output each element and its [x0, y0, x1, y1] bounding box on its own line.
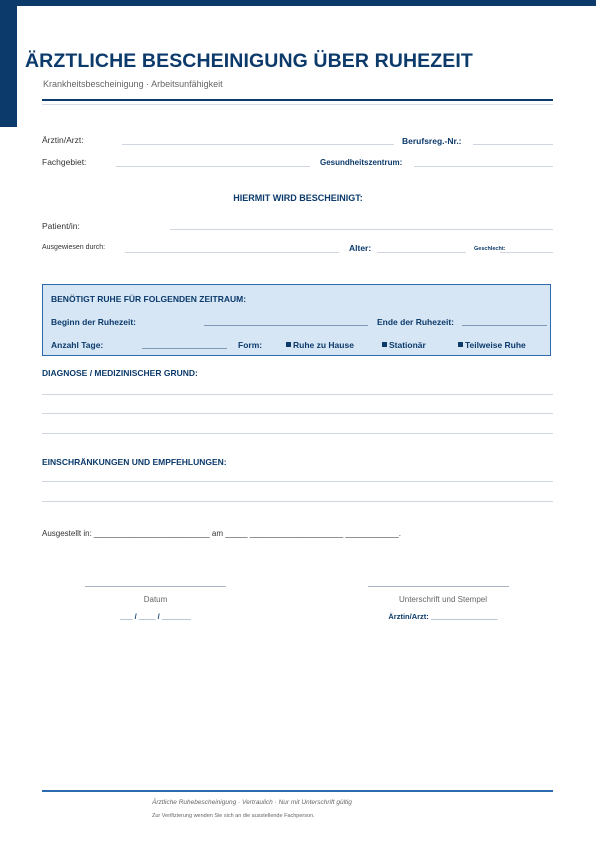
diagnosis-line-3[interactable]	[42, 433, 553, 434]
rest-end-field[interactable]	[462, 325, 547, 326]
rest-start-field[interactable]	[204, 325, 368, 326]
rest-start-label: Beginn der Ruhezeit:	[51, 317, 137, 327]
rest-end-label: Ende der Ruhezeit:	[377, 317, 454, 327]
option-inpatient[interactable]	[382, 340, 426, 350]
option-home-rest[interactable]	[286, 340, 354, 350]
patient-name-field[interactable]	[170, 229, 553, 230]
doctor-name-label: Ärztin/Arzt:	[42, 135, 84, 145]
age-label: Alter:	[349, 243, 372, 253]
restrictions-line-1[interactable]	[42, 481, 553, 482]
sex-field[interactable]	[500, 252, 553, 253]
checkbox-icon[interactable]	[286, 342, 291, 347]
document-title: ÄRZTLICHE BESCHEINIGUNG ÜBER RUHEZEIT	[25, 50, 473, 72]
header-rule	[42, 99, 553, 101]
id-document-field[interactable]	[125, 252, 339, 253]
health-center-label: Gesundheitszentrum:	[320, 158, 403, 167]
date-signature-line[interactable]	[85, 586, 226, 587]
stamp-signature-line[interactable]	[368, 586, 509, 587]
diagnosis-line-2[interactable]	[42, 413, 553, 414]
diagnosis-heading: DIAGNOSE / MEDIZINISCHER GRUND:	[42, 368, 198, 378]
rest-period-heading: BENÖTIGT RUHE FÜR FOLGENDEN ZEITRAUM:	[51, 294, 247, 304]
option-inpatient-label: Stationär	[389, 340, 426, 350]
restrictions-heading: EINSCHRÄNKUNGEN UND EMPFEHLUNGEN:	[42, 457, 227, 467]
rest-form-label: Form:	[238, 340, 263, 350]
days-count-label: Anzahl Tage:	[51, 340, 104, 350]
age-field[interactable]	[377, 252, 466, 253]
checkbox-icon[interactable]	[382, 342, 387, 347]
restrictions-line-2[interactable]	[42, 501, 553, 502]
footer-note: Ärztliche Ruhebescheinigung · Vertraulich · Nur mit Unterschrift gültig	[152, 799, 352, 806]
side-accent-bar	[0, 0, 17, 127]
id-document-label: Ausgewiesen durch:	[42, 244, 106, 251]
specialty-label: Fachgebiet:	[42, 157, 87, 167]
option-partial-rest-label: Teilweise Ruhe	[465, 340, 526, 350]
date-format[interactable]: ___ / ____ / _______	[120, 612, 191, 621]
header-rule-light	[42, 104, 553, 105]
document-subtitle: Krankheitsbescheinigung · Arbeitsunfähigkeit	[43, 79, 223, 89]
footer-verification: Zur Verifizierung wenden Sie sich an die ausstellende Fachperson.	[152, 813, 315, 819]
certification-heading: HIERMIT WIRD BESCHEINIGT:	[233, 193, 363, 203]
sex-label: Geschlecht:	[474, 246, 506, 252]
patient-name-label: Patient/in:	[42, 221, 80, 231]
diagnosis-line-1[interactable]	[42, 394, 553, 395]
health-center-field[interactable]	[414, 166, 553, 167]
option-home-rest-label: Ruhe zu Hause	[293, 340, 354, 350]
option-partial-rest[interactable]	[458, 340, 526, 350]
checkbox-icon[interactable]	[458, 342, 463, 347]
doctor-name-field[interactable]	[122, 144, 394, 145]
specialty-field[interactable]	[116, 166, 310, 167]
doctor-signature-line[interactable]: Ärztin/Arzt: ________________	[388, 612, 498, 621]
registry-number-field[interactable]	[473, 144, 553, 145]
footer-rule	[42, 790, 553, 792]
date-caption: Datum	[143, 595, 168, 604]
days-count-field[interactable]	[142, 348, 227, 349]
top-accent-bar	[0, 0, 596, 6]
registry-number-label: Berufsreg.-Nr.:	[402, 136, 462, 146]
issued-place-date[interactable]: Ausgestellt in: __________________________ am _____ _____________________ ____________.	[42, 529, 402, 538]
signature-stamp-caption: Unterschrift und Stempel	[398, 595, 488, 604]
